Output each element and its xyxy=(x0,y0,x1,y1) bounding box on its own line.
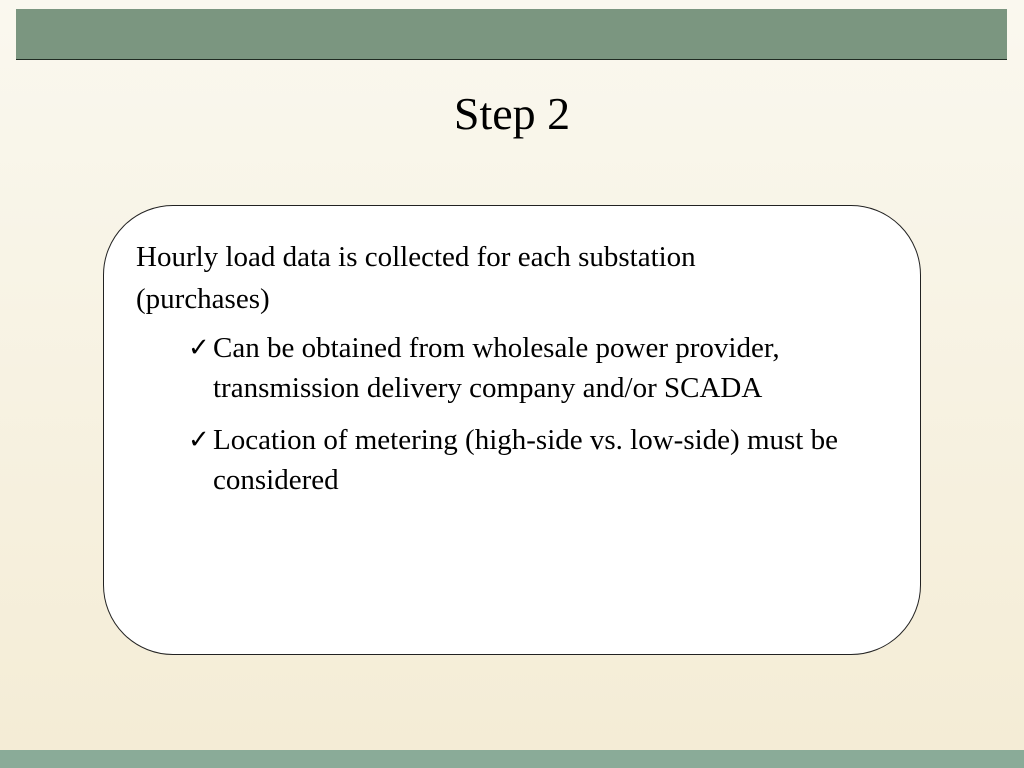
top-banner xyxy=(16,9,1007,60)
bullet-text: Location of metering (high-side vs. low-side) must be considered xyxy=(213,424,838,496)
checkmark-icon: ✓ xyxy=(188,333,210,363)
main-statement: Hourly load data is collected for each substation (purchases) xyxy=(136,241,696,315)
bullet-item xyxy=(188,420,888,500)
bottom-banner xyxy=(0,750,1024,768)
bullet-item xyxy=(188,328,888,408)
checkmark-icon: ✓ xyxy=(188,425,210,455)
bullet-text: Can be obtained from wholesale power provider, transmission delivery company and/or SCADA xyxy=(213,332,780,404)
slide-title: Step 2 xyxy=(453,88,571,139)
content-box xyxy=(103,205,921,655)
